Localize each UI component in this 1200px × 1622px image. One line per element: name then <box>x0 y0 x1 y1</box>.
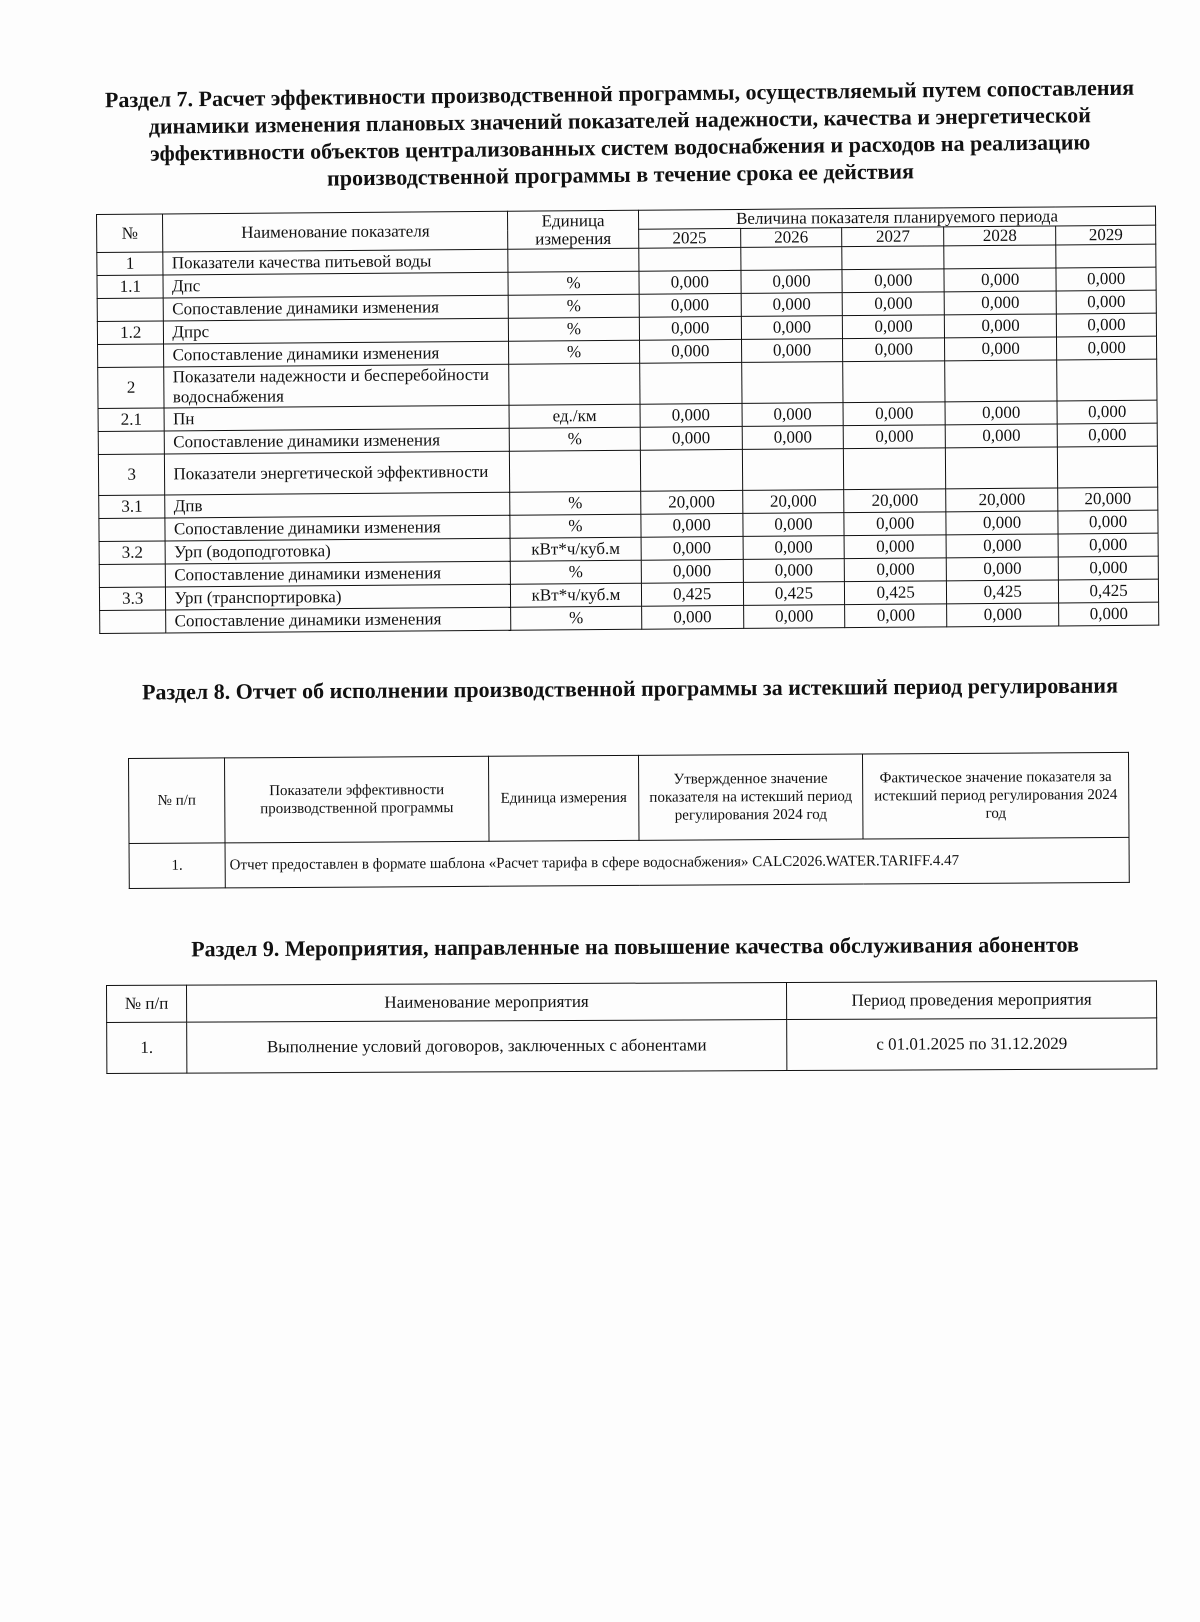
row-value: 0,000 <box>743 559 845 583</box>
header-num: № п/п <box>129 758 226 844</box>
row-value <box>844 448 946 490</box>
row-name: Дпс <box>163 272 508 298</box>
row-name: Сопоставление динамики изменения <box>165 515 510 541</box>
row-value: 0,000 <box>946 557 1058 581</box>
row-unit: % <box>508 294 639 318</box>
row-value: 0,000 <box>843 292 945 316</box>
table-row <box>107 1018 1157 1074</box>
row-value <box>1057 359 1157 401</box>
section7-table-body <box>97 244 1159 633</box>
row-num: 3.2 <box>99 541 166 565</box>
row-value: 0,000 <box>743 513 845 537</box>
header-approved: Утвержденное значение показателя на истекший период регулирования 2024 год <box>638 754 863 840</box>
header-num: № <box>97 214 164 253</box>
row-unit: % <box>510 491 641 515</box>
row-name: Показатели энергетической эффективности <box>165 451 510 495</box>
row-value: 0,000 <box>743 605 845 629</box>
section8-table <box>128 752 1130 889</box>
row-period: с 01.01.2025 по 31.12.2029 <box>787 1018 1157 1071</box>
section9-title: Раздел 9. Мероприятия, направленные на повышение качества обслуживания абонентов <box>191 931 1079 962</box>
row-value: 0,000 <box>639 270 741 294</box>
row-value: 0,000 <box>641 536 743 560</box>
row-num: 1. <box>107 1022 187 1073</box>
row-value: 0,000 <box>844 535 946 559</box>
row-num: 2.1 <box>98 408 165 432</box>
row-value: 0,000 <box>641 559 743 583</box>
header-num: № п/п <box>107 985 187 1022</box>
row-name: Сопоставление динамики изменения <box>165 428 510 454</box>
row-value <box>843 361 945 403</box>
row-value <box>945 360 1057 402</box>
row-value: 0,000 <box>844 512 946 536</box>
row-value: 0,000 <box>845 604 947 628</box>
row-num <box>97 298 164 322</box>
row-value <box>842 246 944 270</box>
row-unit: % <box>508 317 639 341</box>
header-year: 2027 <box>842 227 944 247</box>
row-unit: % <box>510 560 641 584</box>
row-value: 0,000 <box>945 337 1057 361</box>
row-value: 0,000 <box>741 293 843 317</box>
row-value: 0,000 <box>741 270 843 294</box>
row-value: 0,000 <box>640 426 742 450</box>
row-unit: % <box>509 340 640 364</box>
row-name: Выполнение условий договоров, заключенных с абонентами <box>187 1020 787 1074</box>
row-value: 0,000 <box>640 403 742 427</box>
row-value: 0,000 <box>845 558 947 582</box>
row-name: Дпв <box>165 492 510 518</box>
row-text: Отчет предоставлен в формате шаблона «Расчет тарифа в сфере водоснабжения» CALC2026.WATER.TARIFF.4.47 <box>225 837 1129 888</box>
row-num <box>98 431 165 455</box>
row-value: 0,000 <box>743 536 845 560</box>
row-value: 0,000 <box>944 268 1056 292</box>
row-name: Показатели качества питьевой воды <box>163 249 508 275</box>
row-value: 0,000 <box>641 513 743 537</box>
section9-table <box>106 980 1157 1074</box>
row-num: 1. <box>129 843 225 889</box>
header-unit: Единица измерения <box>508 210 639 249</box>
row-num <box>99 564 166 588</box>
row-num <box>99 518 166 542</box>
header-indicators: Показатели эффективности производственной программы <box>225 756 490 843</box>
header-year: 2025 <box>639 228 741 248</box>
row-num: 3.1 <box>99 495 166 519</box>
row-num: 1.1 <box>97 275 164 299</box>
header-year: 2029 <box>1056 225 1156 245</box>
row-value: 0,425 <box>743 582 845 606</box>
row-value: 0,000 <box>946 534 1058 558</box>
row-value: 0,000 <box>639 293 741 317</box>
row-value: 0,000 <box>1057 336 1157 360</box>
row-unit: кВт*ч/куб.м <box>511 583 642 607</box>
row-unit: % <box>511 606 642 630</box>
row-value: 0,000 <box>945 401 1057 425</box>
row-unit <box>509 450 640 492</box>
row-value: 20,000 <box>641 490 743 514</box>
row-value: 0,000 <box>742 403 844 427</box>
row-value: 20,000 <box>844 489 946 513</box>
row-unit: % <box>509 427 640 451</box>
row-name: Урп (водоподготовка) <box>166 538 511 564</box>
section7-title: Раздел 7. Расчет эффективности производственной программы, осуществляемый путем сопоставления динамики изменения плановых значений показателей надежности, качества и энергетической эффективности объектов централизованных систем водоснабжения и расходов на реализацию производственной программы в течение срока ее действия <box>104 74 1135 191</box>
row-unit <box>509 363 640 405</box>
row-name: Сопоставление динамики изменения <box>166 607 511 633</box>
section8-title: Раздел 8. Отчет об исполнении производственной программы за истекший период регулирования <box>141 672 1119 705</box>
row-num: 2 <box>98 367 165 409</box>
row-value <box>640 449 742 491</box>
row-value <box>740 247 842 271</box>
row-value: 0,425 <box>947 580 1059 604</box>
row-value: 0,000 <box>1059 602 1159 626</box>
row-name: Дпрс <box>164 318 509 344</box>
row-value: 0,000 <box>741 339 843 363</box>
row-name: Показатели надежности и бесперебойности водоснабжения <box>164 364 509 408</box>
row-value <box>1058 446 1158 488</box>
row-value: 0,425 <box>845 581 947 605</box>
header-unit: Единица измерения <box>488 755 639 841</box>
row-value: 0,000 <box>1058 556 1158 580</box>
row-value: 0,000 <box>946 511 1058 535</box>
row-unit: кВт*ч/куб.м <box>510 537 641 561</box>
table-row <box>129 837 1129 888</box>
row-num <box>100 610 167 634</box>
row-value: 0,000 <box>741 316 843 340</box>
row-value: 0,000 <box>639 316 741 340</box>
section7-table <box>96 206 1159 634</box>
row-name: Урп (транспортировка) <box>166 584 511 610</box>
row-value: 0,000 <box>843 338 945 362</box>
row-num <box>98 344 165 368</box>
header-year: 2026 <box>740 228 842 248</box>
header-year: 2028 <box>944 226 1056 246</box>
row-value: 0,000 <box>844 425 946 449</box>
row-value: 0,000 <box>1058 533 1158 557</box>
row-value: 0,000 <box>1057 400 1157 424</box>
header-name: Наименование мероприятия <box>187 983 787 1023</box>
row-num: 1 <box>97 252 164 276</box>
row-unit: ед./км <box>509 404 640 428</box>
row-num: 1.2 <box>97 321 164 345</box>
row-value: 0,000 <box>1056 290 1156 314</box>
row-value: 0,000 <box>642 605 744 629</box>
row-unit: % <box>508 271 639 295</box>
row-unit: % <box>510 514 641 538</box>
row-name: Сопоставление динамики изменения <box>166 561 511 587</box>
row-num: 3 <box>98 454 165 496</box>
row-value: 0,000 <box>843 402 945 426</box>
row-value: 0,000 <box>1057 313 1157 337</box>
row-value: 0,000 <box>947 603 1059 627</box>
row-value <box>742 449 844 491</box>
row-value: 0,000 <box>843 315 945 339</box>
row-value: 0,000 <box>639 339 741 363</box>
header-period: Величина показателя планируемого периода <box>638 206 1155 229</box>
row-value <box>944 245 1056 269</box>
row-unit <box>508 248 639 272</box>
header-period: Период проведения мероприятия <box>786 981 1156 1020</box>
row-value: 0,000 <box>742 426 844 450</box>
row-value <box>1056 244 1156 268</box>
row-value <box>640 362 742 404</box>
row-value: 0,000 <box>842 269 944 293</box>
row-name: Сопоставление динамики изменения <box>164 341 509 367</box>
row-value: 0,000 <box>945 424 1057 448</box>
row-value: 0,000 <box>944 291 1056 315</box>
row-value: 20,000 <box>742 490 844 514</box>
row-value: 0,000 <box>1058 510 1158 534</box>
row-value: 0,000 <box>1056 267 1156 291</box>
row-value <box>741 362 843 404</box>
row-value: 0,000 <box>1057 423 1157 447</box>
row-value: 20,000 <box>946 488 1058 512</box>
row-value: 20,000 <box>1058 487 1158 511</box>
row-name: Сопоставление динамики изменения <box>164 295 509 321</box>
row-value <box>639 247 741 271</box>
row-name: Пн <box>164 405 509 431</box>
row-value: 0,000 <box>944 314 1056 338</box>
header-actual: Фактическое значение показателя за истекший период регулирования 2024 год <box>862 752 1129 839</box>
row-num: 3.3 <box>99 587 166 611</box>
row-value: 0,425 <box>1059 579 1159 603</box>
row-value <box>945 447 1057 489</box>
header-name: Наименование показателя <box>163 211 508 252</box>
row-value: 0,425 <box>641 582 743 606</box>
